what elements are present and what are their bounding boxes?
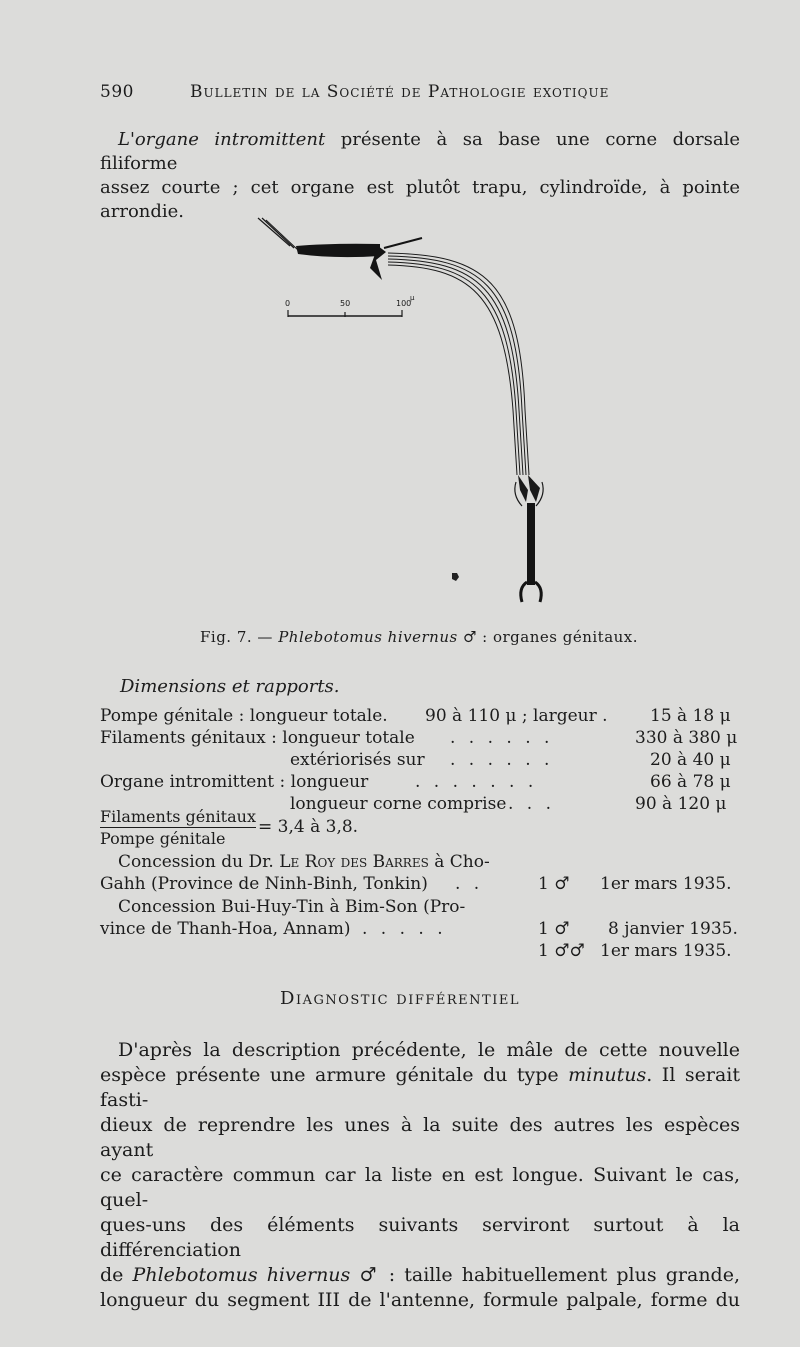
caption-species: Phlebotomus hivernus (278, 628, 458, 646)
concession-text: à Cho- (428, 852, 490, 872)
para-line: ce caractère commun car la liste en est longue. Suivant le cas, quel- (100, 1164, 740, 1211)
para-line: ques-uns des éléments suivants serviront surtout à la différenciation (100, 1214, 740, 1261)
para-line: dieux de reprendre les unes à la suite des autres les espèces ayant (100, 1114, 740, 1161)
dimension-label: longueur corne comprise (290, 794, 507, 814)
scale-label-100: 100 (396, 299, 412, 308)
species-name: Phlebotomus hivernus (132, 1264, 351, 1286)
dimension-row (100, 706, 740, 728)
para-line (100, 1263, 740, 1288)
specimen-count: 1 ♂ (538, 919, 570, 939)
specimen-count: 1 ♂ (538, 874, 570, 894)
species-type: minutus (568, 1064, 647, 1086)
dimension-dots: . . . . . . (450, 750, 554, 770)
scale-unit: μ (410, 294, 415, 302)
intro-line-2: assez courte ; cet organe est plutôt trapu, cylindroïde, à pointe arrondie. (100, 177, 740, 222)
dimension-label: Pompe génitale : longueur totale. (100, 706, 388, 726)
dimension-value: 330 à 380 μ (635, 728, 738, 748)
dimension-dots: . . . (508, 794, 556, 814)
para-text: de (100, 1264, 133, 1286)
journal-title: Bulletin de la Société de Pathologie exotique (190, 82, 610, 102)
specimen-count: 1 ♂♂ (538, 941, 585, 961)
dimension-value: 90 à 120 μ (635, 794, 727, 814)
dimension-dots: . . . . . . . (415, 772, 538, 792)
para-text: ♂ : taille habituellement plus grande, (350, 1264, 740, 1286)
concession-location: Gahh (Province de Ninh-Binh, Tonkin) (100, 874, 428, 894)
specimen-date: 1er mars 1935. (600, 874, 732, 894)
concession-location: vince de Thanh-Hoa, Annam) (100, 919, 351, 939)
ratio-fraction (100, 807, 256, 848)
figure-caption (200, 628, 640, 646)
concession-dots: . . (455, 874, 484, 894)
collector-name: Le Roy des Barres (279, 852, 429, 872)
caption-prefix: Fig. 7. — (200, 628, 279, 646)
intro-line-1 (100, 128, 740, 176)
ratio-numerator: Filaments génitaux (100, 807, 256, 826)
para-text: espèce présente une armure génitale du type (100, 1064, 569, 1086)
running-header (100, 82, 740, 110)
dimension-value: 66 à 78 μ (650, 772, 731, 792)
intro-line-1-rest: présente à sa base une corne dorsale filiforme (100, 129, 741, 174)
dimension-extra: 90 à 110 μ ; largeur . (425, 706, 608, 726)
dimension-value: 20 à 40 μ (650, 750, 731, 770)
dimension-label: Filaments génitaux : longueur totale (100, 728, 415, 748)
section-title: Diagnostic différentiel (280, 988, 520, 1009)
ratio-value: = 3,4 à 3,8. (258, 817, 359, 837)
para-text: . Il serait fasti- (100, 1064, 740, 1111)
diagnostic-paragraph (100, 1038, 740, 1313)
dimension-value: 15 à 18 μ (650, 706, 731, 726)
scale-label-50: 50 (340, 299, 351, 308)
concession-1-line-2 (100, 874, 740, 896)
para-line: longueur du segment III de l'antenne, formule palpale, forme du (100, 1289, 740, 1311)
concession-2-line-3 (100, 941, 740, 963)
specimen-date: 1er mars 1935. (600, 941, 732, 961)
dimension-label: extériorisés sur (290, 750, 425, 770)
figure-genital-organs (250, 210, 570, 620)
para-line (100, 1063, 740, 1113)
dimensions-heading: Dimensions et rapports. (120, 676, 340, 697)
intromittent-organ (296, 244, 380, 257)
scale-label-0: 0 (285, 299, 291, 308)
concession-dots: . . . . . (362, 919, 447, 939)
concession-1-line-1 (118, 852, 490, 872)
genitalia-drawing (250, 210, 570, 620)
concession-2-line-1: Concession Bui-Huy-Tin à Bim-Son (Pro- (118, 897, 466, 917)
dorsal-horn (384, 238, 422, 248)
genital-pump (527, 503, 535, 585)
dimension-row (100, 728, 740, 750)
concession-2-line-2 (100, 919, 740, 941)
caption-rest: ♂ : organes génitaux. (457, 628, 639, 646)
page-number: 590 (100, 82, 134, 102)
dimension-row (100, 772, 740, 794)
dimension-row (100, 750, 740, 772)
dimension-dots: . . . . . . (450, 728, 554, 748)
dimension-label: Organe intromittent : longueur (100, 772, 369, 792)
ratio-denominator: Pompe génitale (100, 829, 226, 848)
concession-text: Concession du Dr. (118, 852, 280, 872)
para-line: D'après la description précédente, le mâle de cette nouvelle (118, 1039, 740, 1061)
intro-term: L'organe intromittent (118, 129, 326, 150)
specimen-date: 8 janvier 1935. (608, 919, 738, 939)
